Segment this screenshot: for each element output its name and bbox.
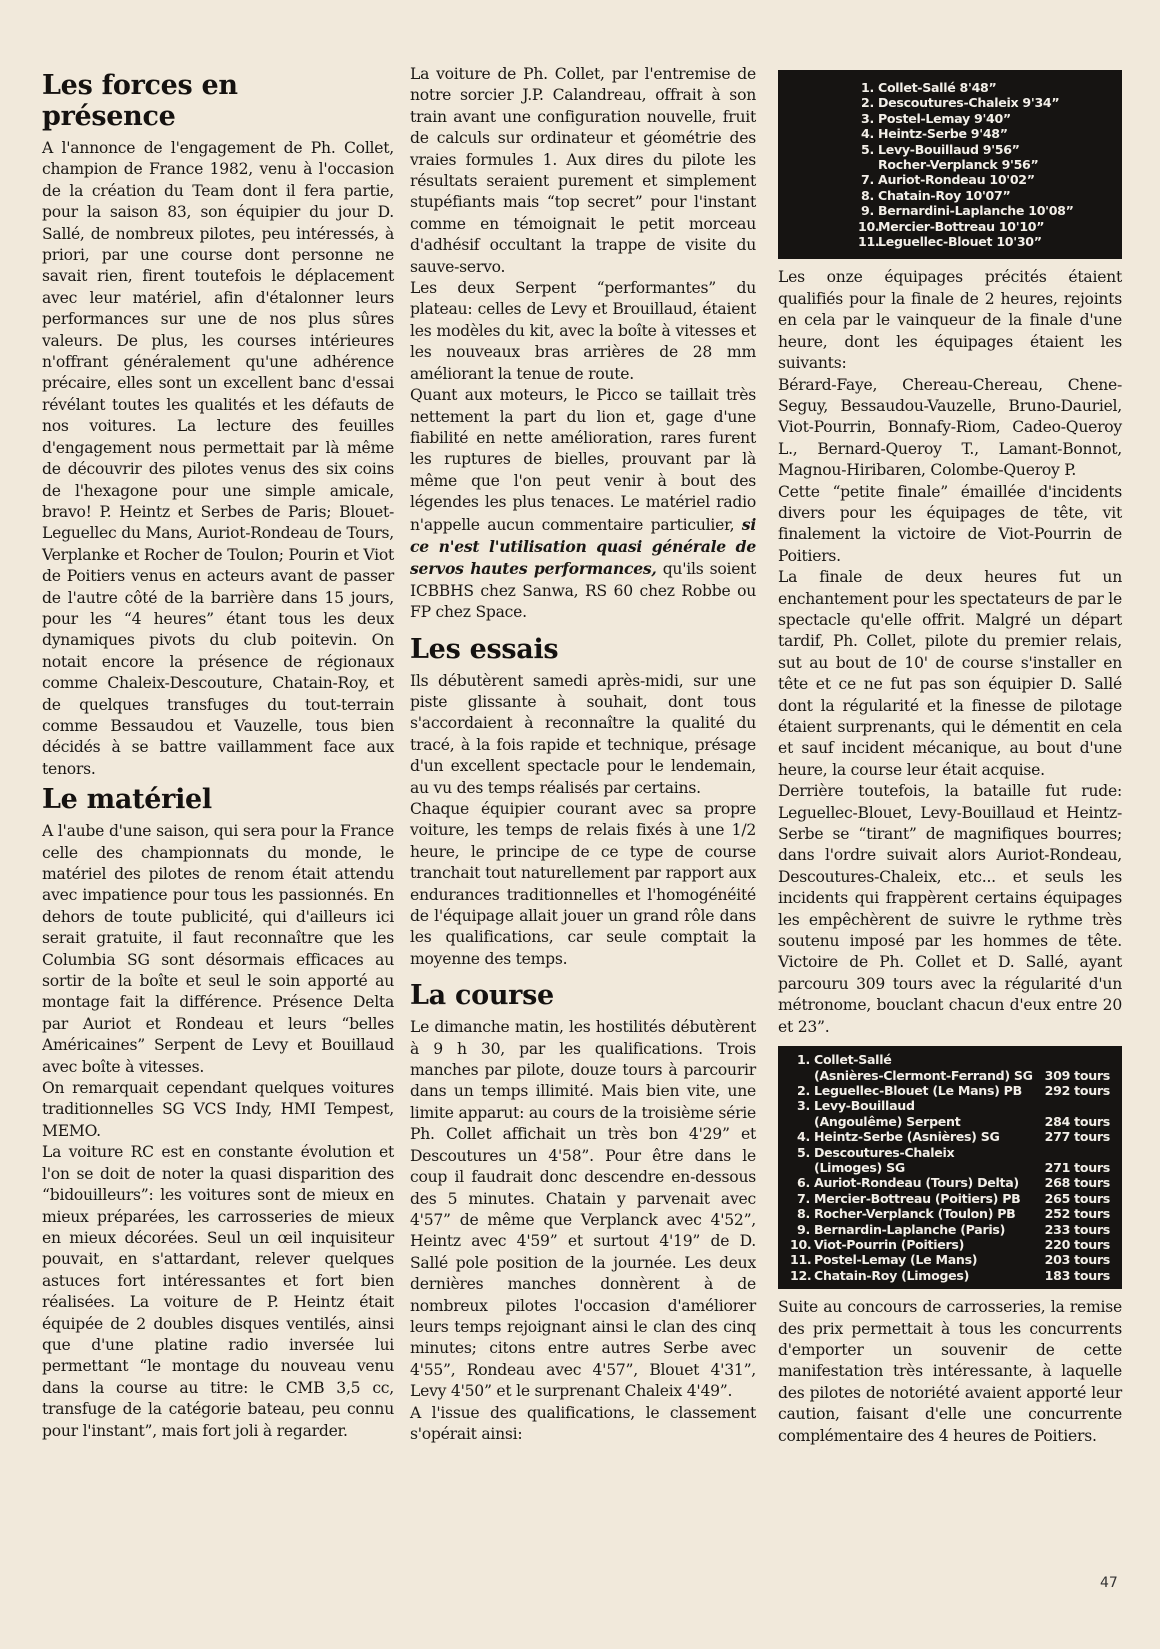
final-rank: 7.: [797, 1190, 810, 1206]
final-rank: 3.: [797, 1098, 810, 1114]
final-laps: 284 tours: [1044, 1113, 1110, 1129]
final-entry: [790, 1114, 960, 1129]
heading-forces: Les forces en présence: [42, 70, 238, 132]
final-row: [790, 1083, 1110, 1098]
final-laps: 252 tours: [1044, 1206, 1110, 1222]
final-laps: 277 tours: [1044, 1129, 1110, 1145]
paragraph-course-1: Le dimanche matin, les hostilités débutèrent à 9 h 30, par les qualifications. Trois manches par pilote, douze tours à parcourir dans un temps illimité. Mais bien vite, une limite apparut: au cours de la troisième série Ph. Collet affichait un très bon 4'29” et Descoutures un 4'58”. Pour être dans le coup il faudrait donc descendre en-dessous des 5 minutes. Chatain y parvenait avec 4'57” de même que Verplanck avec 4'52”, Heintz avec 4'59” et surtout 4'19” de D. Sallé pole position de la journée. Les deux dernières manches donnèrent à de nombreux pilotes l'occasion d'améliorer leurs temps rejoignant ainsi le clan des cinq minutes; citons entre autres Serbe avec 4'55”, Rondeau avec 4'57”, Blouet 4'31”, Levy 4'50” et le surprenant Chaleix 4'49”.: [410, 1018, 756, 1401]
final-team: Chatain-Roy (Limoges): [814, 1267, 970, 1283]
qualifying-rank: 10.: [858, 218, 880, 234]
final-team: Collet-Sallé: [814, 1052, 892, 1068]
paragraph-derriere: Derrière toutefois, la bataille fut rude: Leguellec-Blouet, Levy-Bouillaud et Heintz-Serbe se “tirant” de magnifiques bourres; dans l'ordre suivait alors Auriot-Rondeau, Descoutures-Chaleix, etc... et seuls les incidents qui frappèrent certains équipages les empêchèrent de suivre le rythme très soutenu imposé par les hommes de tête. Victoire de Ph. Collet et D. Sallé, ayant parcouru 309 tours avec la régularité d'un métronome, bouclant chacun d'eux entre 20 et 23”.: [778, 782, 1122, 1036]
paragraph-collet: La voiture de Ph. Collet, par l'entremise de notre sorcier J.P. Calandreau, offrait à son train avant une configuration nouvelle, fruit de calculs sur ordinateur et géométrie des vraies formules 1. Aux dires du pilote les résultats seraient purement et simplement stupéfiants mais “top secret” pour l'instant comme en témoignait le petit morceau d'adhésif occultant la trappe de visite du sauve-servo.: [410, 65, 756, 276]
paragraph-moteurs: [410, 385, 756, 623]
final-team: Levy-Bouillaud: [814, 1098, 915, 1114]
qualifying-rank: 1.: [861, 80, 874, 95]
final-team: Auriot-Rondeau (Tours) Delta): [814, 1175, 1019, 1191]
column-middle: [410, 64, 756, 1445]
paragraph-materiel-2: On remarquait cependant quelques voitures traditionnelles SG VCS Indy, HMI Tempest, MEMO.: [42, 1079, 394, 1140]
final-rank: 6.: [797, 1175, 810, 1191]
final-entry: [790, 1252, 977, 1267]
final-row: [790, 1175, 1110, 1190]
final-row: [790, 1268, 1110, 1283]
final-team: Descoutures-Chaleix: [814, 1144, 955, 1160]
final-team: Bernardin-Laplanche (Paris): [814, 1221, 1006, 1237]
final-row: [790, 1237, 1110, 1252]
qualifying-row: [858, 95, 1112, 110]
final-team: Mercier-Bottreau (Poitiers) PB: [814, 1190, 1021, 1206]
final-rank: 1.: [797, 1052, 810, 1068]
qualifying-rank: 3.: [861, 110, 874, 126]
final-row: [790, 1145, 1110, 1160]
column-left: [42, 64, 394, 1442]
qualifying-row: [858, 126, 1112, 141]
final-laps: 233 tours: [1044, 1221, 1110, 1237]
final-row: [790, 1206, 1110, 1221]
final-laps: [1044, 1145, 1110, 1160]
qualifying-row: [858, 157, 1112, 172]
final-rank: 10.: [790, 1236, 812, 1252]
final-laps: 183 tours: [1044, 1267, 1110, 1283]
qualifying-rank: 5.: [861, 141, 874, 157]
qualifying-row: [858, 111, 1112, 126]
final-row: [790, 1160, 1110, 1175]
final-entry: [790, 1160, 905, 1175]
final-team: Rocher-Verplanck (Toulon) PB: [814, 1206, 1016, 1222]
final-row: [790, 1191, 1110, 1206]
final-team: Viot-Pourrin (Poitiers): [814, 1236, 965, 1252]
final-rank: 4.: [797, 1129, 810, 1145]
qualifying-entry: Leguellec-Blouet 10'30”: [878, 234, 1042, 250]
final-entry: [790, 1268, 969, 1283]
qualifying-entry: Levy-Bouillaud 9'56”: [878, 141, 1020, 157]
paragraph-materiel-3: La voiture RC est en constante évolution et l'on se doit de noter la quasi disparition des “bidouilleurs”: les voitures sont de mieux en mieux préparées, les carrosseries de mieux en mieux décorées. Seul un œil inquisiteur pouvait, en s'attardant, relever quelques astuces fort intéressantes et fort bien réalisées. La voiture de P. Heintz était équipée de 2 doubles disques ventilés, ainsi que d'une platine radio inversée lui permettant “le montage du nouveau venu dans la course au titre: le CMB 3,5 cc, transfuge de la catégorie bateau, peu connu pour l'instant”, mais fort joli à regarder.: [42, 1143, 394, 1440]
final-team: (Asnières-Clermont-Ferrand) SG: [814, 1067, 1033, 1083]
final-entry: [790, 1175, 1019, 1190]
final-entry: [790, 1206, 1015, 1221]
qualifying-rank: 9.: [861, 203, 874, 219]
heading-course: La course: [410, 980, 554, 1012]
paragraph-serpent: Les deux Serpent “performantes” du plateau: celles de Levy et Brouillaud, étaient les modèles du kit, avec la boîte à vitesses et les nouveaux bras arrières de 28 mm améliorant la tenue de route.: [410, 279, 756, 383]
qualifying-row: [858, 142, 1112, 157]
qualifying-row: [858, 80, 1112, 95]
final-laps: [1044, 1098, 1110, 1113]
final-results-box: [778, 1046, 1122, 1289]
paragraph-course-2: A l'issue des qualifications, le classement s'opérait ainsi:: [410, 1403, 756, 1443]
qualifying-entry: Chatain-Roy 10'07”: [878, 187, 1011, 203]
qualifying-entry: Postel-Lemay 9'40”: [878, 110, 1011, 126]
paragraph-essais-1: Ils débutèrent samedi après-midi, sur une piste glissante à souhait, dont tous s'accordaient à reconnaître la qualité du tracé, à la fois rapide et technique, présage d'un excellent spectacle pour le lendemain, au vu des temps réalisés par certains.: [410, 671, 756, 797]
final-laps: 220 tours: [1044, 1236, 1110, 1252]
final-laps: 271 tours: [1044, 1159, 1110, 1175]
final-entry: [790, 1145, 954, 1160]
final-rank: 8.: [797, 1206, 810, 1222]
final-rank: 9.: [797, 1221, 810, 1237]
final-rank: 2.: [797, 1082, 810, 1098]
final-team: Postel-Lemay (Le Mans): [814, 1252, 978, 1268]
final-entry: [790, 1222, 1005, 1237]
qualifying-entry: Auriot-Rondeau 10'02”: [878, 172, 1035, 188]
qualifying-results-box: [778, 70, 1122, 259]
final-team: (Angoulême) Serpent: [814, 1113, 961, 1129]
qualifying-entry: Bernardini-Laplanche 10'08”: [878, 203, 1074, 219]
final-row: [790, 1222, 1110, 1237]
final-entry: [790, 1083, 1022, 1098]
qualifying-entry: Heintz-Serbe 9'48”: [878, 126, 1008, 142]
heading-materiel: Le matériel: [42, 784, 212, 816]
qualifying-row: [858, 234, 1112, 249]
paragraph-petite-finale: Cette “petite finale” émaillée d'incidents divers pour les équipages de tête, vit finalement la victoire de Viot-Pourrin de Poitiers.: [778, 482, 1122, 565]
paragraph-suite: Suite au concours de carrosseries, la remise des prix permettait à tous les concurrents d'emporter un souvenir de cette manifestation très intéressante, à laquelle des pilotes de notoriété avaient apporté leur caution, faisant d'elle une concurrente complémentaire des 4 heures de Poitiers.: [778, 1298, 1122, 1445]
final-laps: 265 tours: [1044, 1190, 1110, 1206]
final-laps: 309 tours: [1044, 1067, 1110, 1083]
final-row: [790, 1068, 1110, 1083]
final-team: Heintz-Serbe (Asnières) SG: [814, 1129, 1000, 1145]
heading-essais: Les essais: [410, 633, 559, 665]
moteurs-text-emphasis: si ce n'est l'utilisation quasi générale de servos hautes performances,: [410, 514, 756, 579]
final-rank: 5.: [797, 1144, 810, 1160]
paragraph-essais-2: Chaque équipier courant avec sa propre voiture, les temps de relais fixés à une 1/2 heure, le principe de ce type de course tranchait tout naturellement par rapport aux endurances traditionnelles et l'homogénéité de l'équipage allait jouer un grand rôle dans les qualifications, car seule comptait la moyenne des temps.: [410, 800, 756, 968]
qualifying-row: [858, 203, 1112, 218]
qualifying-rank: 4.: [861, 126, 874, 142]
paragraph-forces: A l'annonce de l'engagement de Ph. Collet, champion de France 1982, venu à l'occasion de la création du Team dont il fera partie, pour la saison 83, son équipier du jour D. Sallé, de nombreux pilotes, peu intéressés, à priori, par une course dont personne ne savait rien, firent toutefois le déplacement avec leur matériel, afin d'étalonner leurs performances sur une de nos plus sûres valeurs. De plus, les courses intérieures n'offrant généralement qu'une adhérence précaire, elles sont un excellent banc d'essai révélant toutes les qualités et les défauts de nos voitures. La lecture des feuilles d'engagement nous permettait par là même de découvrir des pilotes venus des six coins de l'hexagone pour une simple amicale, bravo! P. Heintz et Serbes de Paris; Blouet-Leguellec du Mans, Auriot-Rondeau de Tours, Verplanke et Rocher de Toulon; Pourin et Viot de Poitiers venus en acteurs avant de passer de l'autre côté de la barrière dans 15 jours, pour les “4 heures” étant tous les deux dynamiques pivots du club poitevin. On notait encore la présence de régionaux comme Chaleix-Descouture, Chatain-Roy, et de quelques transfuges du tout-terrain comme Bessaudou et Vauzelle, tous bien décidés à se battre vaillamment face aux tenors.: [42, 139, 394, 778]
qualifying-entry: Descoutures-Chaleix 9'34”: [878, 95, 1060, 111]
final-entry: [790, 1098, 915, 1113]
final-entry: [790, 1191, 1020, 1206]
final-entry: [790, 1129, 1000, 1144]
final-laps: [1044, 1052, 1110, 1067]
final-row: [790, 1129, 1110, 1144]
qualifying-rank: 7.: [861, 172, 874, 188]
final-entry: [790, 1068, 1033, 1083]
paragraph-materiel-1: A l'aube d'une saison, qui sera pour la France celle des championnats du monde, le matériel des pilotes de renom était attendu avec impatience pour tous les passionnés. En dehors de toute publicité, qui d'ailleurs ici serait gratuite, il faut reconnaître que les Columbia SG sont désormais efficaces au sortir de la boîte et seul le soin apporté au montage fait la différence. Présence Delta par Auriot et Rondeau et leurs “belles Américaines” Serpent de Levy et Bouillaud avec boîte à vitesses.: [42, 822, 394, 1076]
final-rank: 11.: [790, 1252, 812, 1268]
qualifying-entry: Mercier-Bottreau 10'10”: [878, 218, 1045, 234]
final-row: [790, 1052, 1110, 1067]
qualifying-entry: Rocher-Verplanck 9'56”: [878, 157, 1039, 173]
final-rank: 12.: [790, 1267, 812, 1283]
moteurs-text-a: Quant aux moteurs, le Picco se taillait très nettement la part du lion et, gage d'une fiabilité en nette amélioration, rares furent les ruptures de bielles, prouvant par là même que l'on peut venir à bout des légendes les plus tenaces. Le matériel radio n'appelle aucun commentaire particulier,: [410, 386, 756, 534]
final-laps: 203 tours: [1044, 1252, 1110, 1268]
qualifying-rank: 8.: [861, 187, 874, 203]
final-team: (Limoges) SG: [814, 1159, 905, 1175]
final-row: [790, 1252, 1110, 1267]
moteurs-text-c: qu'ils soient ICBBHS chez Sanwa, RS 60 chez Robbe ou FP chez Space.: [410, 560, 756, 622]
qualifying-row: [858, 219, 1112, 234]
qualifying-row: [858, 188, 1112, 203]
final-laps: 292 tours: [1044, 1082, 1110, 1098]
final-row: [790, 1098, 1110, 1113]
page-number: 47: [1100, 1575, 1118, 1591]
final-entry: [790, 1052, 891, 1067]
final-laps: 268 tours: [1044, 1175, 1110, 1191]
qualifying-rank: 2.: [861, 95, 874, 111]
qualifying-entry: Collet-Sallé 8'48”: [878, 80, 997, 95]
qualifying-row: [858, 172, 1112, 187]
final-entry: [790, 1237, 964, 1252]
paragraph-liste: Bérard-Faye, Chereau-Chereau, Chene-Seguy, Bessaudou-Vauzelle, Bruno-Dauriel, Viot-Pourrin, Bonnafy-Riom, Cadeo-Queroy L., Bernard-Queroy T., Lamant-Bonnot, Magnou-Hiribaren, Colombe-Queroy P.: [778, 375, 1122, 480]
column-right: [778, 70, 1122, 1447]
qualifying-rank: 11.: [858, 234, 880, 250]
final-row: [790, 1114, 1110, 1129]
final-team: Leguellec-Blouet (Le Mans) PB: [814, 1082, 1022, 1098]
paragraph-onze: Les onze équipages précités étaient qualifiés pour la finale de 2 heures, rejoints en cela par le vainqueur de la finale d'une heure, dont les équipages étaient les suivants:: [778, 268, 1122, 373]
paragraph-finale: La finale de deux heures fut un enchantement pour les spectateurs de par le spectacle qu'elle offrit. Malgré un départ tardif, Ph. Collet, pilote du premier relais, sut au bout de 10' de course s'installer en tête et ce ne fut pas son équipier D. Sallé dont la régularité et la finesse de pilotage étaient surprenants, qui le démentit en cela et sauf incident mécanique, au bout d'une heure, la course leur était acquise.: [778, 568, 1122, 779]
